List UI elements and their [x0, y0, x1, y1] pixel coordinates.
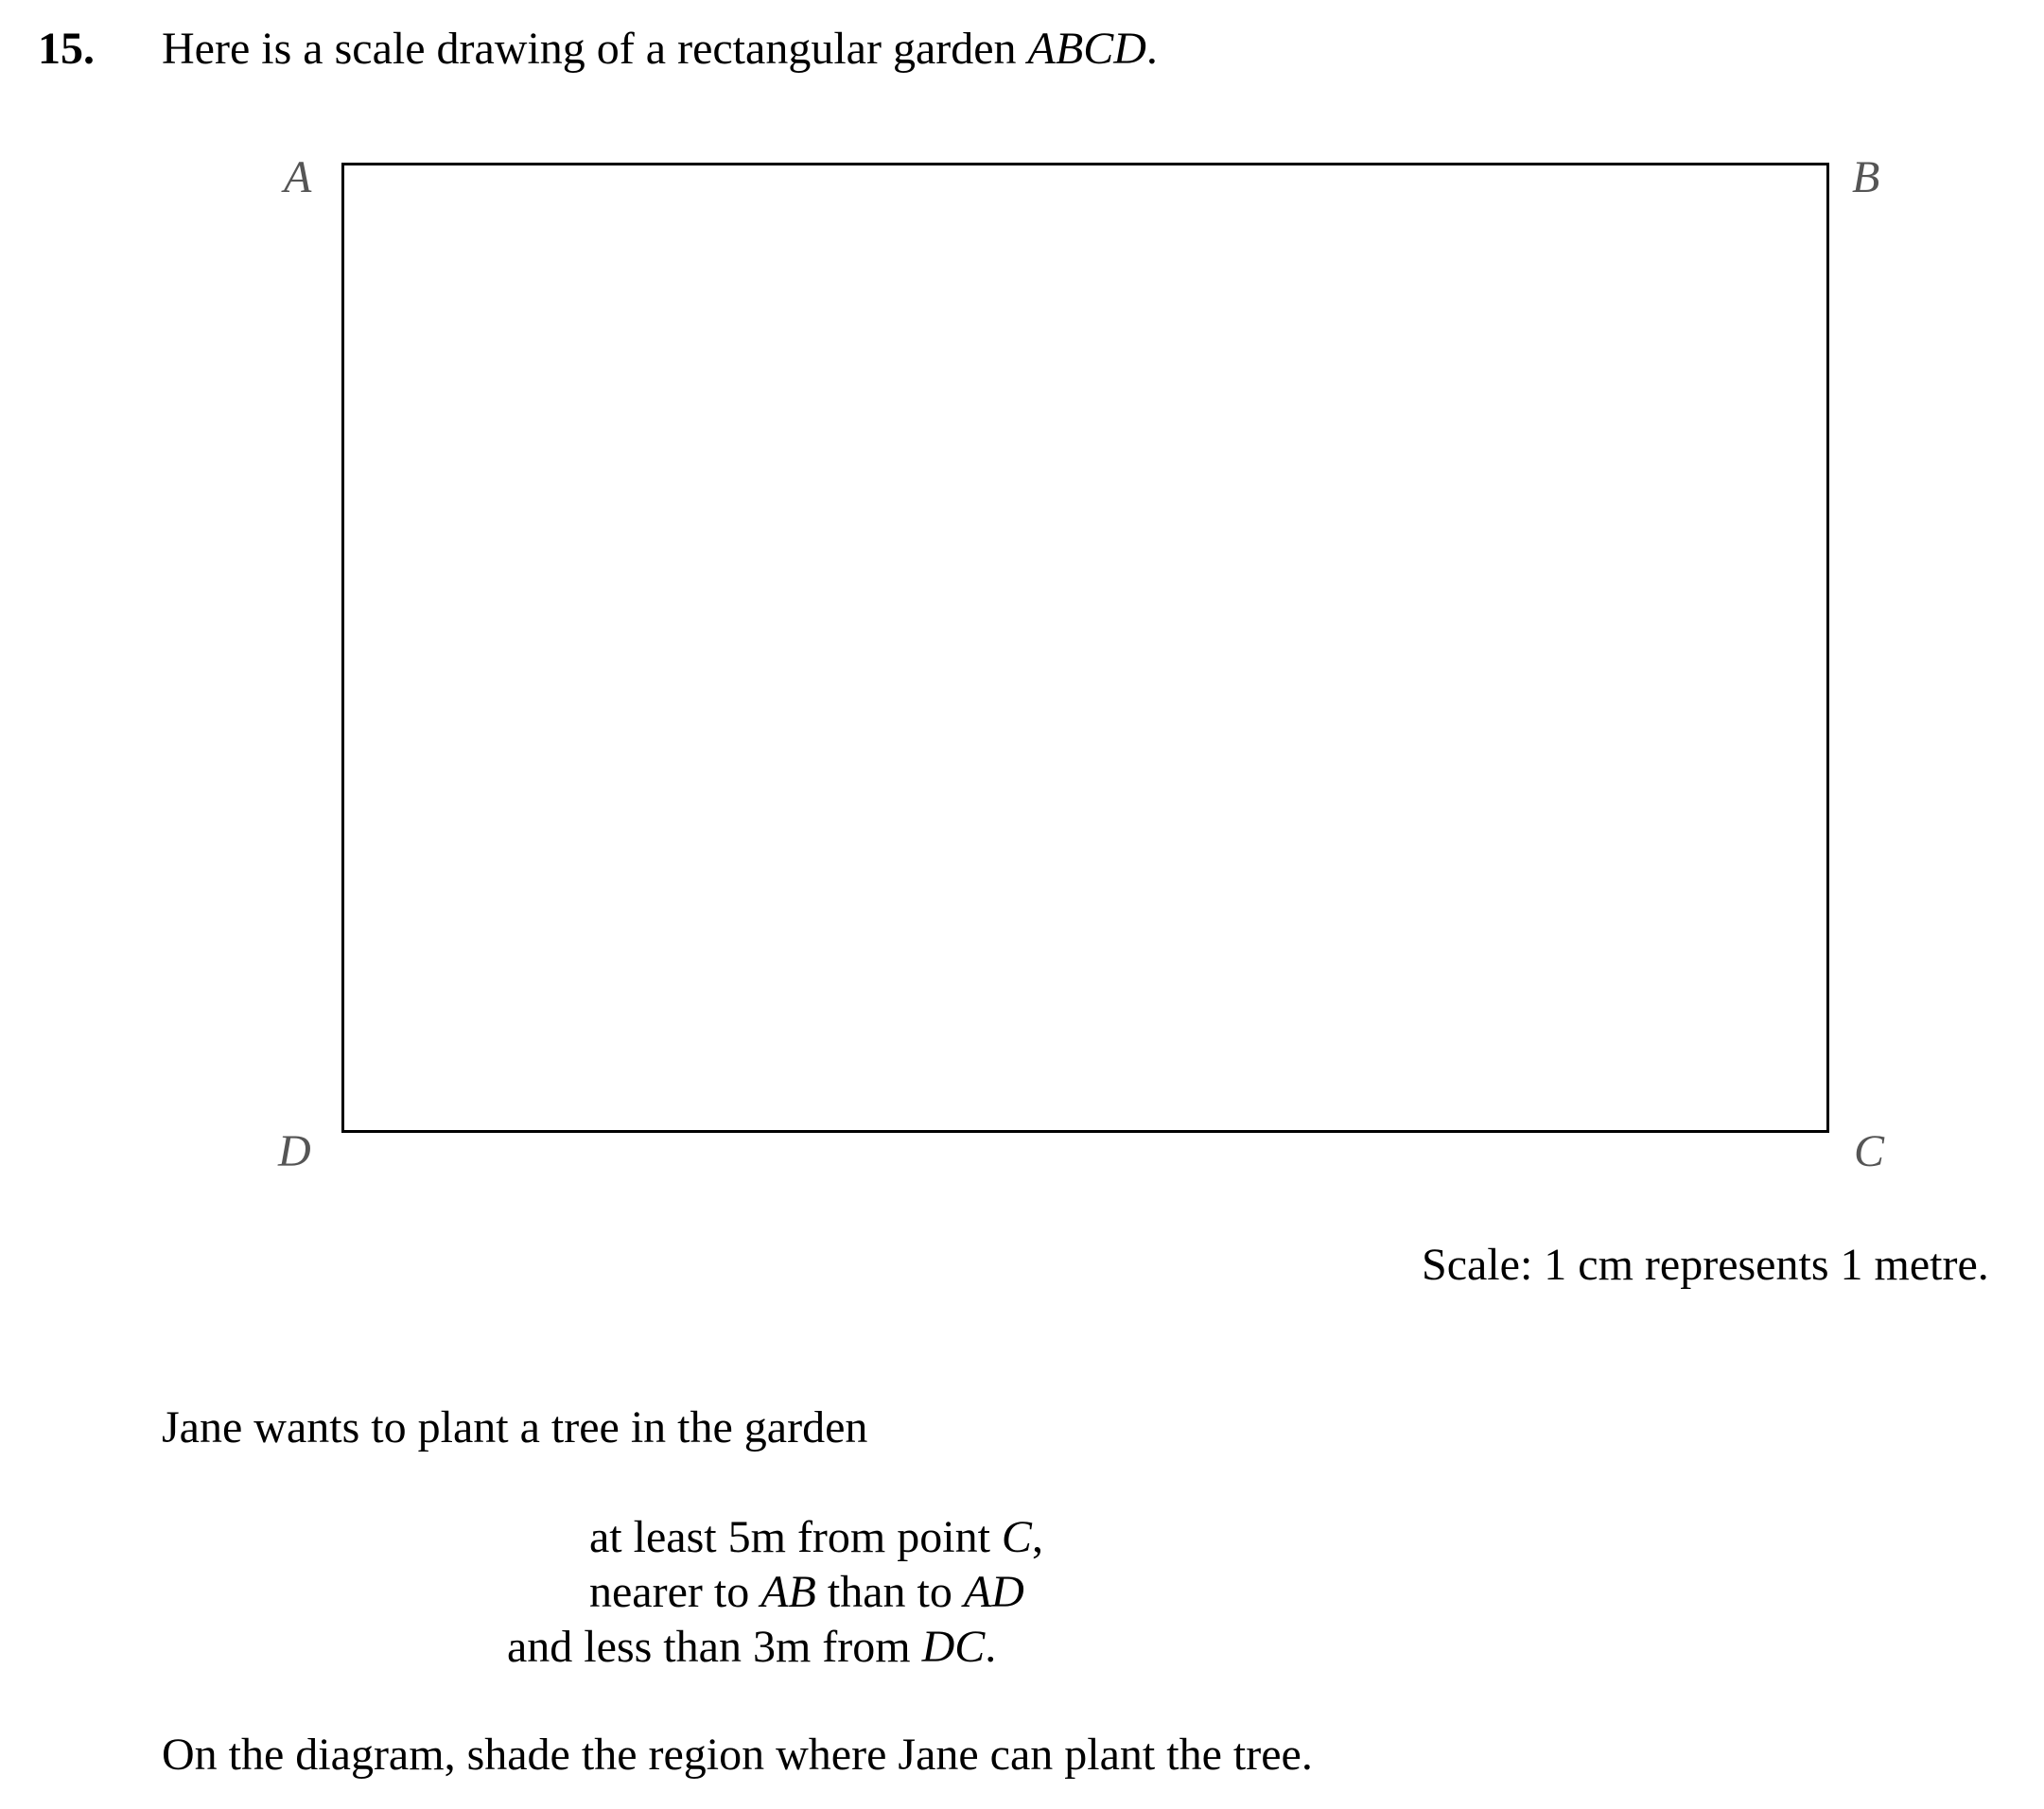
condition-2-line-1: AB: [760, 1567, 816, 1617]
garden-name: ABCD: [1027, 24, 1146, 74]
condition-1-text: at least 5m from point: [589, 1512, 990, 1562]
condition-3-end: .: [985, 1622, 997, 1672]
condition-1-end: ,: [1031, 1512, 1043, 1562]
question-intro: [162, 21, 1158, 78]
question-number: 15.: [38, 24, 95, 74]
condition-3-line: DC: [921, 1622, 986, 1672]
garden-rectangle[interactable]: [341, 163, 1829, 1133]
condition-3-text: and less than 3m from: [507, 1622, 911, 1672]
vertex-label-c: C: [1854, 1126, 1885, 1176]
condition-2-mid: than to: [827, 1567, 952, 1617]
intro-text: Here is a scale drawing of a rectangular garden: [162, 24, 1017, 74]
instruction: On the diagram, shade the region where Jane can plant the tree.: [162, 1730, 1313, 1780]
vertex-label-a: A: [284, 152, 312, 202]
condition-1-point: C: [1001, 1512, 1032, 1562]
conditions-lead: Jane wants to plant a tree in the garden: [162, 1402, 868, 1452]
condition-2-line-2: AD: [963, 1567, 1024, 1617]
condition-nearer-ab: [589, 1564, 1024, 1621]
condition-2-text: nearer to: [589, 1567, 750, 1617]
intro-end: .: [1145, 24, 1158, 74]
vertex-label-b: B: [1852, 152, 1880, 202]
vertex-label-d: D: [278, 1126, 311, 1176]
condition-distance-from-c: [589, 1509, 1043, 1566]
condition-distance-from-dc: [507, 1619, 996, 1676]
scale-note: Scale: 1 cm represents 1 metre.: [1422, 1240, 1989, 1290]
